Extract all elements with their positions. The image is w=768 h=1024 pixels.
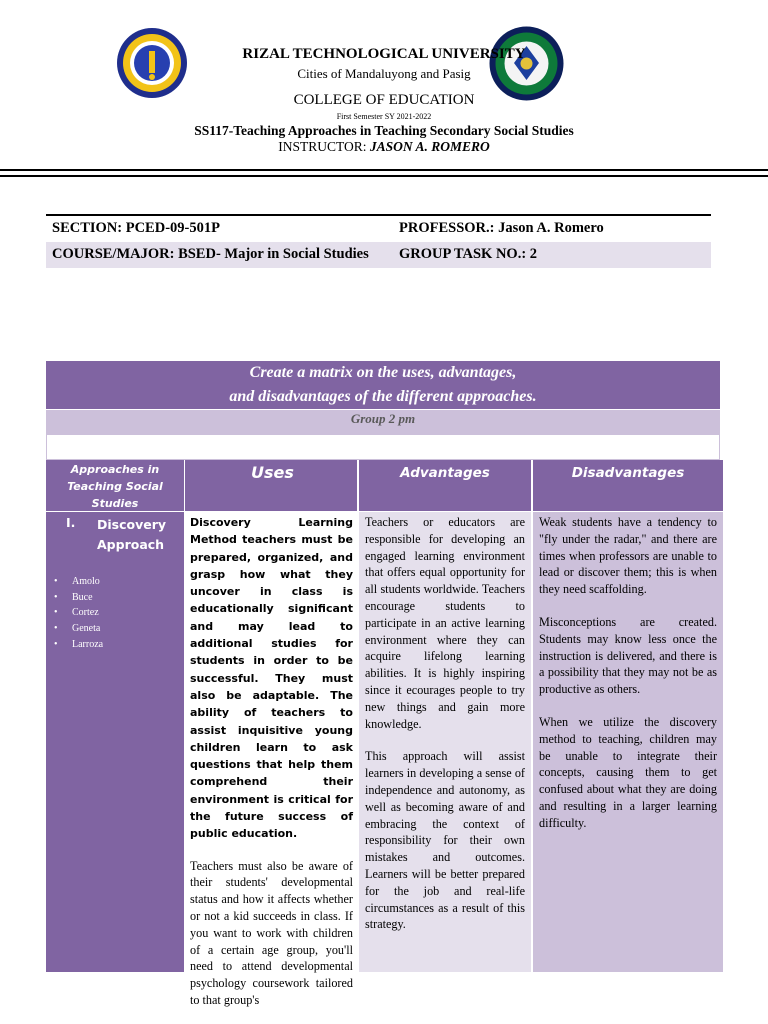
group-label: Group 2 pm bbox=[46, 410, 720, 434]
advantages-paragraph-1: Teachers or educators are responsible for developing an engaged learning environment that offers equal opportunity for all students worldwide. Teachers encourage students to participate in an active learning environment where they can acquire lifelong learning abilities. It is highly inspiring since it ecourages people to try new things and gain more knowledge. bbox=[365, 515, 525, 731]
school-seal-logo bbox=[489, 26, 564, 101]
member-item: • Larroza bbox=[46, 637, 184, 653]
header-uses bbox=[185, 460, 357, 511]
member-item: • Geneta bbox=[46, 621, 184, 637]
college-name: COLLEGE OF EDUCATION bbox=[293, 92, 475, 108]
instructor-name: JASON A. ROMERO bbox=[369, 139, 490, 154]
disadvantages-paragraph-3: When we utilize the discovery method to teaching, children may be unable to integrate their concepts, causing them to get confused about what they are doing and resulting in a larger learning difficulty. bbox=[539, 714, 717, 830]
section-value: SECTION: PCED-09-501P bbox=[52, 220, 220, 236]
approach-cell bbox=[46, 512, 184, 972]
course-title: SS117-Teaching Approaches in Teaching Secondary Social Studies bbox=[194, 123, 574, 138]
uses-paragraph-2: Teachers must also be aware of their students' developmental status and how it affects whether or not a kid succeeds in class. If you want to work with children of a certain age group, you'll need to attend developmental psychology coursework tailored to that group's bbox=[190, 858, 353, 1008]
approach-name: Discovery Approach bbox=[97, 517, 167, 552]
campus-cities: Cities of Mandaluyong and Pasig bbox=[297, 66, 471, 81]
banner-line-2: and disadvantages of the different approaches. bbox=[229, 388, 537, 405]
banner-line-1: Create a matrix on the uses, advantages, bbox=[249, 364, 517, 381]
header-disadvantages-label: Disadvantages bbox=[571, 465, 685, 481]
course-major-value: COURSE/MAJOR: BSED- Major in Social Studies bbox=[52, 246, 369, 262]
instructor-label: INSTRUCTOR: bbox=[278, 139, 370, 154]
header-advantages-label: Advantages bbox=[400, 465, 490, 481]
header-rule-bottom bbox=[0, 175, 768, 177]
university-name: RIZAL TECHNOLOGICAL UNIVERSITY bbox=[242, 46, 526, 62]
semester-label: First Semester SY 2021-2022 bbox=[336, 112, 432, 121]
header-approaches-label: Approaches in Teaching Social Studies bbox=[67, 463, 163, 510]
uses-cell bbox=[185, 512, 357, 1008]
disadvantages-cell bbox=[533, 512, 723, 972]
matrix-banner bbox=[46, 361, 720, 409]
members-list bbox=[46, 574, 184, 653]
header-approaches bbox=[46, 460, 184, 511]
disadvantages-paragraph-1: Weak students have a tendency to "fly under the radar," and there are times when professors are unable to lead or discover them; this is when they need scaffolding. bbox=[539, 515, 717, 597]
header-disadvantages bbox=[533, 460, 723, 511]
member-item: • Cortez bbox=[46, 605, 184, 621]
advantages-paragraph-2: This approach will assist learners in developing a sense of independence and autonomy, as well as becoming aware of and embracing the context of responsibility for their own mistakes and outcomes. Learners will be better prepared for the job and real-life circumstances as a result of this strategy. bbox=[365, 749, 525, 932]
info-row-section bbox=[46, 216, 711, 242]
group-task-value: GROUP TASK NO.: 2 bbox=[399, 246, 538, 262]
header-advantages bbox=[359, 460, 531, 511]
disadvantages-paragraph-2: Misconceptions are created. Students may know less once the instruction is delivered, and there is a possibility that they may not be as productive as others. bbox=[539, 614, 717, 697]
member-item: • Amolo bbox=[46, 574, 184, 590]
header-uses-label: Uses bbox=[251, 463, 294, 482]
instructor-line bbox=[0, 139, 768, 155]
university-seal-logo bbox=[116, 27, 188, 99]
professor-value: PROFESSOR.: Jason A. Romero bbox=[399, 220, 604, 236]
uses-paragraph-1: Discovery Learning Method teachers must be prepared, organized, and grasp how what they uncover in class is educationally significant and may lead to additional studies for students in order to be successful. They must also be adaptable. The ability of teachers to assist inquisitive young children learn to ask questions that help them comprehend their environment is critical for the future success of public education. bbox=[190, 516, 353, 841]
advantages-cell bbox=[359, 512, 531, 972]
header-rule-top bbox=[0, 169, 768, 171]
info-row-course bbox=[46, 242, 711, 268]
member-item: • Buce bbox=[46, 590, 184, 606]
approach-number: I. bbox=[66, 515, 76, 530]
blank-row bbox=[46, 434, 720, 460]
